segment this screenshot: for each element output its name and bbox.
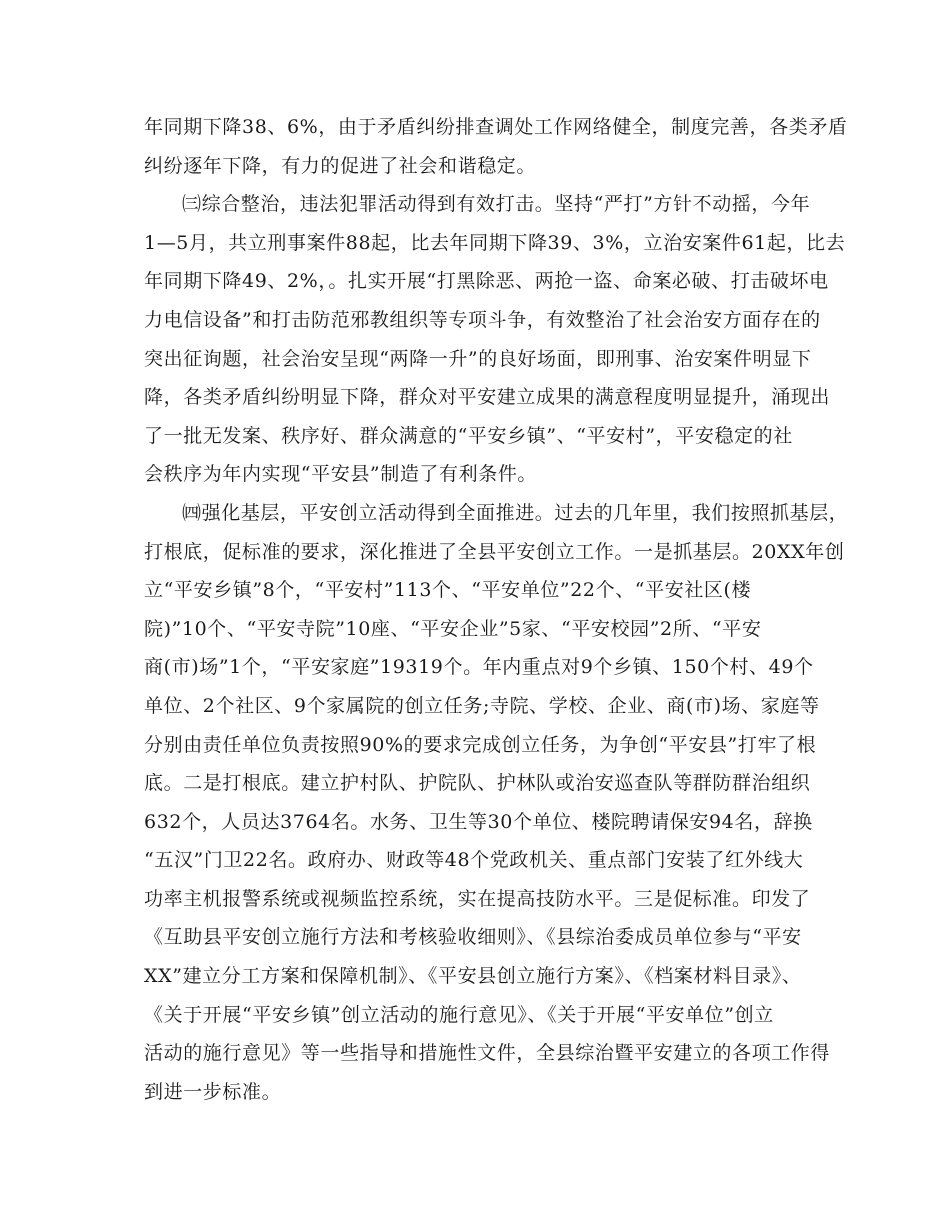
text-line: 活动的施行意见》等一些指导和措施性文件，全县综治暨平安建立的各项工作得: [144, 1042, 831, 1065]
text-line: 院)”10个、“平安寺院”10座、“平安企业”5家、“平安校园”2所、“平安: [144, 617, 762, 640]
text-line: 突出征询题，社会治安呈现“两降一升”的良好场面，即刑事、治安案件明显下: [144, 347, 812, 370]
body-text: [144, 108, 849, 1111]
text-line: 立“平安乡镇”8个，“平安村”113个、“平安单位”22个、“平安社区(楼: [144, 579, 752, 602]
text-line: “五汉”门卫22名。政府办、财政等48个党政机关、重点部门安装了红外线大: [144, 849, 804, 872]
text-line: 1—5月，共立刑事案件88起，比去年同期下降39、3%，立治安案件61起，比去: [144, 231, 846, 254]
text-line: 力电信设备”和打击防范邪教组织等专项斗争，有效整治了社会治安方面存在的: [144, 308, 821, 331]
text-line: 商(市)场”1个，“平安家庭”19319个。年内重点对9个乡镇、150个村、49个: [144, 656, 814, 679]
text-line: 纠纷逐年下降，有力的促进了社会和谐稳定。: [144, 154, 537, 177]
text-line: 《关于开展“平安乡镇”创立活动的施行意见》、《关于开展“平安单位”创立: [144, 1003, 774, 1026]
text-line: 《互助县平安创立施行方法和考核验收细则》、《县综治委成员单位参与“平安: [144, 926, 802, 949]
text-line: 底。二是打根底。建立护村队、护院队、护林队或治安巡查队等群防群治组织: [144, 772, 811, 795]
text-line: 分别由责任单位负责按照90%的要求完成创立任务，为争创“平安县”打牢了根: [144, 733, 817, 756]
text-line: 632个，人员达3764名。水务、卫生等30个单位、楼院聘请保安94名，辞换: [144, 810, 813, 833]
text-line: XX”建立分工方案和保障机制》、《平安县创立施行方案》、《档案材料目录》、: [144, 965, 802, 988]
text-line: 单位、2个社区、9个家属院的创立任务;寺院、学校、企业、商(市)场、家庭等: [144, 694, 820, 717]
text-line: 年同期下降38、6%，由于矛盾纠纷排查调处工作网络健全，制度完善，各类矛盾: [144, 116, 848, 138]
text-line: 会秩序为年内实现“平安县”制造了有利条件。: [144, 463, 538, 486]
text-line: 年同期下降49、2%，。扎实开展“打黑除恶、两抢一盗、命案必破、打击破坏电: [144, 270, 829, 293]
text-line: 功率主机报警系统或视频监控系统，实在提高技防水平。三是促标准。印发了: [144, 887, 811, 910]
text-line: 到进一步标准。: [144, 1080, 282, 1103]
text-line: 打根底，促标准的要求，深化推进了全县平安创立工作。一是抓基层。20XX年创: [144, 540, 845, 563]
text-line: ㈢综合整治，违法犯罪活动得到有效打击。坚持“严打”方针不动摇，今年: [182, 193, 811, 216]
text-line: 降，各类矛盾纠纷明显下降，群众对平安建立成果的满意程度明显提升，涌现出: [144, 386, 831, 409]
text-line: 了一批无发案、秩序好、群众满意的“平安乡镇”、“平安村”，平安稳定的社: [144, 424, 793, 447]
text-line: ㈣强化基层，平安创立活动得到全面推进。过去的几年里，我们按照抓基层，: [182, 501, 849, 524]
